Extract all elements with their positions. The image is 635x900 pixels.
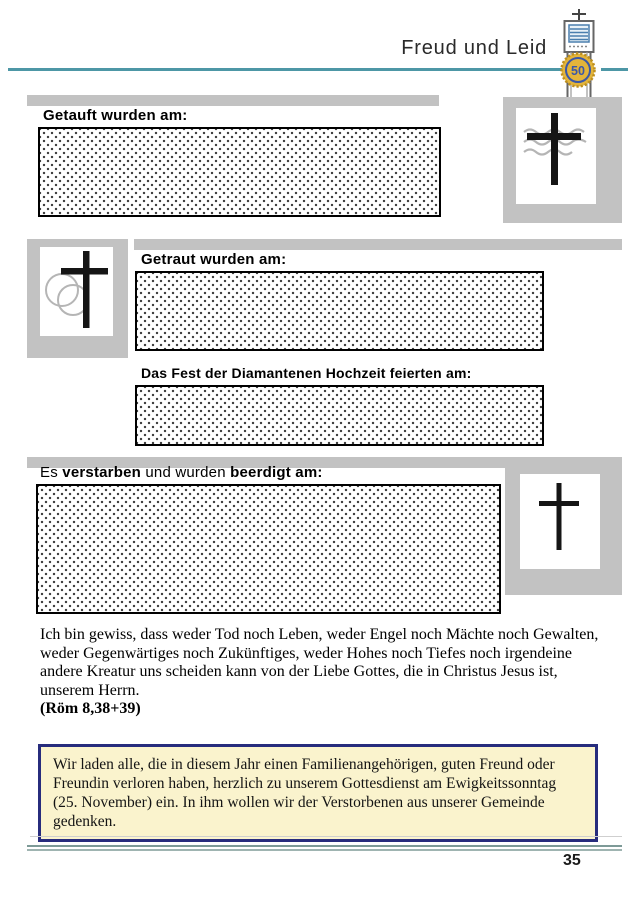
wedding-heading: Getraut wurden am: (141, 251, 287, 268)
bible-verse-reference: (Röm 8,38+39) (40, 700, 141, 717)
baptism-photo-placeholder (38, 127, 441, 217)
notice-text: Wir laden alle, die in diesem Jahr einen Familienangehörigen, guten Freund oder Freundin verloren haben, herzlich zu unserem Gottesdienst am Ewigkeitssonntag (25. November) ein. In ihm wollen wir der Verstorbenen aus unserer Gemeinde gedenken. (53, 756, 557, 830)
funeral-heading: Es verstarben und wurden beerdigt am: (40, 464, 323, 481)
diamond-wedding-heading: Das Fest der Diamantenen Hochzeit feierten am: (141, 365, 472, 381)
section-wedding-rule (134, 239, 622, 250)
notice-box (38, 744, 598, 842)
wedding-photo-placeholder (135, 271, 544, 351)
baptism-heading: Getauft wurden am: (43, 107, 188, 124)
header-rule (8, 68, 563, 71)
diamond-wedding-placeholder (135, 385, 544, 446)
funeral-icon-panel (505, 457, 622, 595)
baptism-icon-panel (503, 97, 622, 223)
wedding-icon-panel (27, 239, 128, 358)
cross-with-wedding-rings-icon (40, 247, 113, 336)
section-baptism-rule (27, 95, 439, 106)
cross-with-water-waves-icon (516, 108, 596, 204)
plain-cross-icon (520, 474, 600, 569)
jubilee-badge-icon (559, 51, 597, 89)
bible-verse-text: Ich bin gewiss, dass weder Tod noch Leben, weder Engel noch Mächte noch Gewalten, weder Gegenwärtiges noch Zukünftiges, weder Hohes noch Tiefes noch irgendeine andere Kreatur uns scheiden kann von der Liebe Gottes, die in Christus Jesus ist, unserem Herrn. (40, 626, 599, 699)
bible-verse (40, 626, 602, 719)
footer-double-rule (27, 845, 622, 851)
page-number: 35 (563, 852, 581, 869)
jubilee-badge-number: 50 (571, 64, 585, 78)
funeral-photo-placeholder (36, 484, 501, 614)
page-title: Freud und Leid (401, 37, 547, 59)
footer-thin-rule (30, 836, 622, 837)
